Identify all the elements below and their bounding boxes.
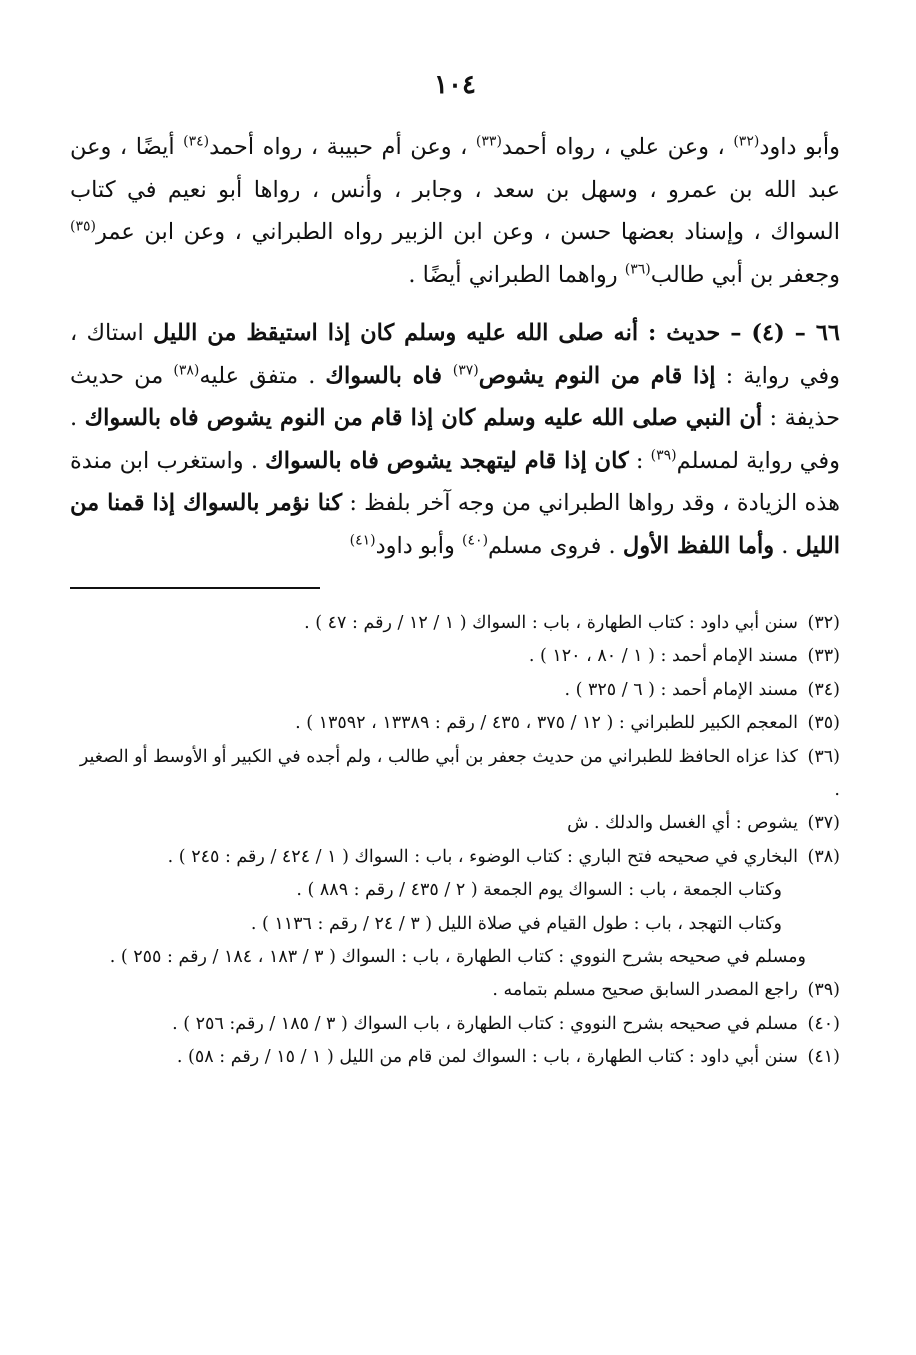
text-run: . واستغرب ابن مندة هذه الزيادة ، وقد رواها الطبراني من وجه آخر بلفظ : [70, 447, 840, 516]
hadith-text: فاه بالسواك [325, 362, 453, 389]
footnote-38: (٣٨) البخاري في صحيحه فتح الباري : كتاب الوضوء ، باب : السواك ( ١ / ٤٢٤ / رقم : ٢٤٥ ) . [167, 846, 840, 867]
footnote-separator-wrap [70, 587, 840, 589]
footnote-41: (٤١) سنن أبي داود : كتاب الطهارة ، باب : السواك لمن قام من الليل ( ١ / ١٥ / رقم : ٥٨) . [176, 1047, 840, 1068]
text-run: وأبو داود [375, 532, 463, 559]
footnote-ref: (٤١) [349, 532, 376, 548]
text-run: : [628, 447, 651, 474]
hadith-text: كنا نؤمر بالسواك إذا قمنا من الليل [70, 490, 840, 559]
paragraph-2-hadith [70, 312, 840, 567]
footnotes [70, 607, 840, 1075]
footnote-ref: (٣٥) [70, 218, 96, 235]
text-run: وجعفر بن أبي طالب [650, 261, 840, 288]
footnote-ref: (٣٦) [624, 261, 651, 277]
footnote-ref: (٣٨) [173, 362, 200, 378]
text-run: . فروى مسلم [488, 532, 623, 559]
page [70, 70, 840, 1075]
text-run: ، وعن علي ، رواه أحمد [501, 134, 734, 160]
footnote-38-muslim: ومسلم في صحيحه بشرح النووي : كتاب الطهارة ، باب : السواك ( ٣ / ١٨٣ ، ١٨٤ / رقم : ٢٥٥ ) . [109, 947, 806, 968]
footnote-separator [70, 587, 320, 589]
text-run: أيضًا ، وعن عبد الله بن عمرو ، وسهل بن سعد ، وجابر ، وأنس ، رواها أبو نعيم في كتاب السواك ، وإسناد بعضها حسن ، وعن ابن الزبير رواه الطبراني ، وعن ابن عمر [70, 134, 840, 245]
text-run: ، وعن أم حبيبة ، رواه أحمد [209, 134, 476, 160]
hadith-text: إذا قام من النوم يشوص [478, 362, 716, 389]
hadith-text: كان إذا قام ليتهجد يشوص فاه بالسواك [265, 447, 629, 474]
footnote-ref: (٣٢) [733, 133, 760, 150]
hadith-text: أن النبي صلى الله عليه وسلم كان إذا قام من النوم يشوص فاه بالسواك [84, 405, 763, 431]
footnote-39: (٣٩) راجع المصدر السابق صحيح مسلم بتمامه . [492, 980, 840, 1001]
text-run: . وفي رواية لمسلم [70, 405, 840, 474]
footnote-ref: (٣٧) [452, 362, 479, 378]
text-run: . [774, 532, 796, 559]
page-number: ١٠٤ [434, 70, 476, 100]
footnote-38-jumua: وكتاب الجمعة ، باب : السواك يوم الجمعة ( ٢ / ٤٣٥ / رقم : ٨٨٩ ) . [296, 880, 782, 901]
footnote-ref: (٤٠) [462, 532, 489, 548]
text-run: استاك ، وفي رواية : [70, 320, 840, 389]
footnote-38-tahajjud: وكتاب التهجد ، باب : طول القيام في صلاة الليل ( ٣ / ٢٤ / رقم : ١١٣٦ ) . [250, 913, 782, 934]
footnote-37: (٣٧) يشوص : أي الغسل والدلك . ش [567, 813, 840, 834]
footnote-33: (٣٣) مسند الإمام أحمد : ( ١ / ٨٠ ، ١٢٠ ) . [528, 646, 840, 667]
footnote-ref: (٣٤) [183, 133, 210, 150]
footnote-ref: (٣٩) [650, 447, 677, 463]
footnote-35: (٣٥) المعجم الكبير للطبراني : ( ١٢ / ٣٧٥ ، ٤٣٥ / رقم : ١٣٣٨٩ ، ١٣٥٩٢ ) . [295, 713, 840, 734]
footnote-32: (٣٢) سنن أبي داود : كتاب الطهارة ، باب : السواك ( ١ / ١٢ / رقم : ٤٧ ) . [304, 613, 840, 633]
hadith-text: ٦٦ – (٤) – حديث : أنه صلى الله عليه وسلم كان إذا استيقظ من الليل [153, 320, 841, 346]
footnote-34: (٣٤) مسند الإمام أحمد : ( ٦ / ٣٢٥ ) . [564, 679, 840, 700]
paragraph-1 [70, 126, 840, 296]
footnote-36: (٣٦) كذا عزاه الحافظ للطبراني من حديث جعفر بن أبي طالب ، ولم أجده في الكبير أو الأوسط أو الصغير . [79, 746, 840, 801]
text-run: . متفق عليه [199, 362, 326, 389]
hadith-text: وأما اللفظ الأول [622, 532, 775, 559]
footnote-40: (٤٠) مسلم في صحيحه بشرح النووي : كتاب الطهارة ، باب السواك ( ٣ / ١٨٥ / رقم: ٢٥٦ ) . [172, 1013, 840, 1034]
text-run: رواهما الطبراني أيضًا . [408, 261, 625, 288]
text-run: من حديث حذيفة : [70, 362, 840, 431]
text-run: وأبو داود [759, 134, 840, 160]
footnote-ref: (٣٣) [475, 133, 502, 150]
